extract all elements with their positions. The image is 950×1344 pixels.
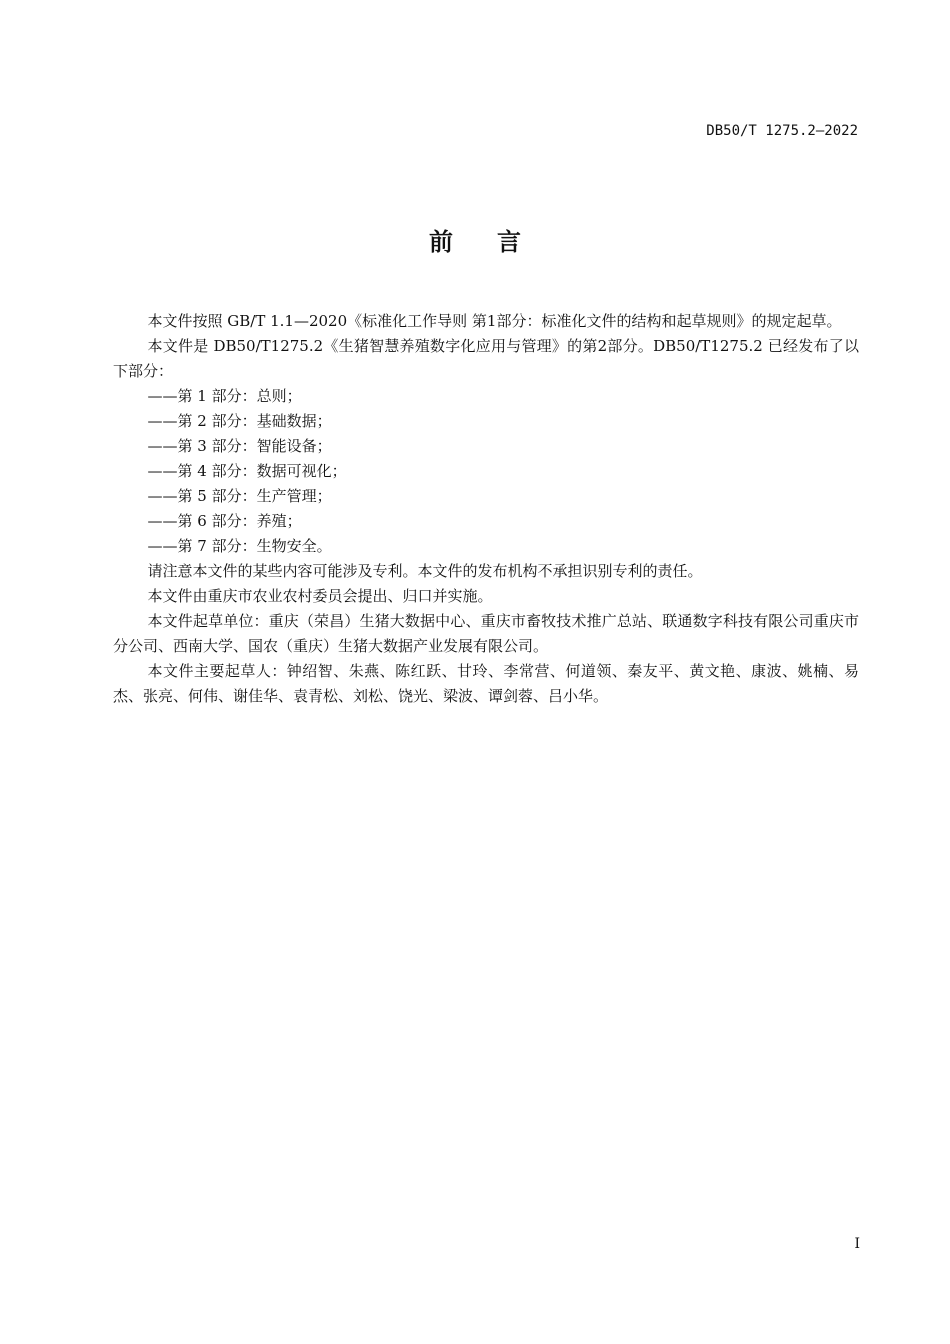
paragraph-drafting-rules: 本文件按照 GB/T 1.1—2020《标准化工作导则 第1部分：标准化文件的结构和起草规则》的规定起草。 (147, 312, 842, 330)
part-list-item: ——第 3 部分：智能设备； (147, 437, 332, 455)
page-number: I (854, 1236, 860, 1252)
part-list-item: ——第 1 部分：总则； (147, 387, 302, 405)
part-list-item: ——第 6 部分：养殖； (147, 512, 302, 530)
title-char: 前 (429, 228, 453, 256)
title-char: 言 (497, 228, 521, 256)
paragraph-proposer: 本文件由重庆市农业农村委员会提出、归口并实施。 (147, 587, 493, 605)
part-list-item: ——第 5 部分：生产管理； (147, 487, 332, 505)
paragraph-drafting-units: 本文件起草单位：重庆（荣昌）生猪大数据中心、重庆市畜牧技术推广总站、联通数字科技有限公司重庆市分公司、西南大学、国农（重庆）生猪大数据产业发展有限公司。 (113, 612, 859, 655)
paragraph-patent-notice: 请注意本文件的某些内容可能涉及专利。本文件的发布机构不承担识别专利的责任。 (147, 562, 703, 580)
document-code-header: DB50/T 1275.2—2022 (706, 123, 858, 139)
page-title (0, 222, 950, 257)
part-list-item: ——第 4 部分：数据可视化； (147, 462, 347, 480)
foreword-body (113, 309, 859, 709)
paragraph-drafters: 本文件主要起草人：钟绍智、朱燕、陈红跃、甘玲、李常营、何道领、秦友平、黄文艳、康波、姚楠、易杰、张亮、何伟、谢佳华、袁青松、刘松、饶光、梁波、谭剑蓉、吕小华。 (113, 662, 859, 705)
paragraph-series-intro: 本文件是 DB50/T1275.2《生猪智慧养殖数字化应用与管理》的第2部分。DB50/T1275.2 已经发布了以下部分： (113, 337, 859, 380)
part-list-item: ——第 2 部分：基础数据； (147, 412, 332, 430)
part-list-item: ——第 7 部分：生物安全。 (147, 537, 332, 555)
